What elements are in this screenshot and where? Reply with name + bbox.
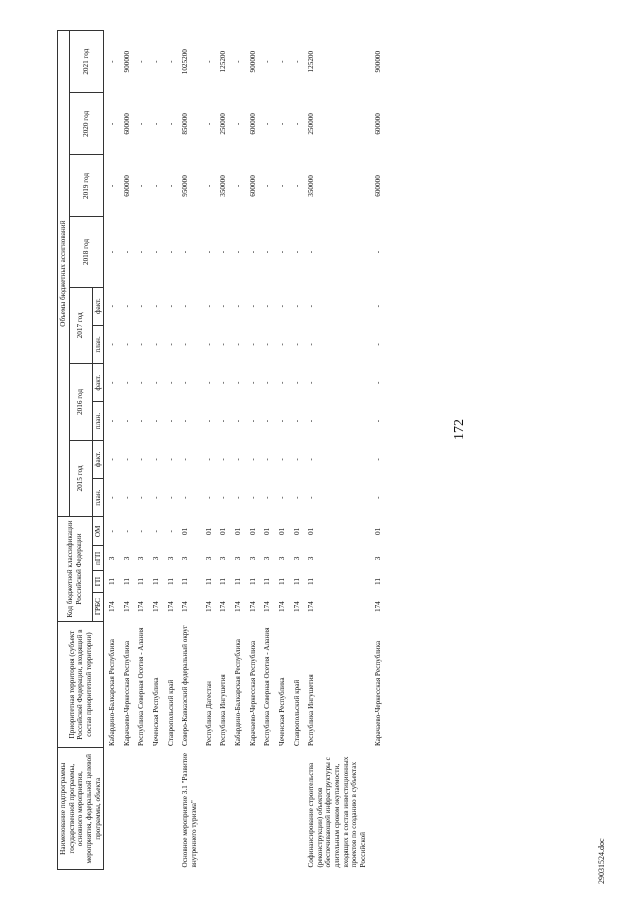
cell-gp: 11	[233, 578, 242, 585]
cell-y20: -	[233, 122, 242, 126]
cell-grbs: 174	[373, 601, 382, 613]
cell-pgp: 3	[373, 556, 382, 561]
cell-grbs: 174	[152, 601, 161, 613]
cell-gp: 11	[373, 578, 382, 585]
cell-y19: -	[204, 184, 213, 188]
cell-territory: Республика Дагестан	[204, 681, 213, 746]
cell-f15: -	[373, 458, 382, 461]
table-row	[163, 31, 178, 870]
header-grbs: ГРБС	[92, 592, 104, 621]
cell-f17: -	[137, 304, 146, 308]
cell-name: Софинансирование строительства (реконструкции) объектов обеспечивающей инфраструктуры с длительным сроком окупаемости, входящих в состав инвестиционных проектов по созданию в субъектах Российской	[307, 756, 368, 868]
cell-p15: -	[122, 496, 131, 499]
cell-p15: -	[181, 496, 190, 499]
cell-gp: 11	[307, 578, 316, 585]
cell-f15: -	[181, 458, 190, 461]
cell-y18: -	[137, 250, 146, 254]
cell-f16: -	[233, 381, 242, 384]
cell-f15: -	[248, 458, 257, 461]
cell-p16: -	[204, 419, 213, 423]
cell-p16: -	[219, 419, 228, 423]
table-row	[303, 31, 369, 870]
cell-gp: 11	[219, 578, 228, 585]
cell-f17: -	[152, 304, 161, 308]
cell-name	[259, 748, 274, 870]
cell-y20: -	[166, 122, 175, 126]
cell-p15: -	[263, 496, 272, 499]
table-row	[215, 31, 230, 870]
cell-y18: -	[122, 250, 131, 254]
cell-y18: -	[219, 250, 228, 254]
cell-pgp: 3	[248, 556, 257, 561]
header-plan-2015: план.	[92, 479, 104, 517]
cell-y21: -	[108, 60, 117, 63]
cell-y21: -	[263, 60, 272, 63]
cell-f15: -	[263, 458, 272, 461]
cell-f16: -	[292, 381, 301, 384]
cell-y21: 900000	[248, 50, 257, 73]
cell-y18: -	[307, 250, 316, 254]
cell-p17: -	[233, 343, 242, 346]
table-row	[104, 31, 119, 870]
table-body	[104, 31, 389, 870]
cell-pgp: 3	[263, 556, 272, 561]
cell-p17: -	[307, 343, 316, 346]
header-plan-2016: план.	[92, 402, 104, 440]
cell-om: -	[152, 530, 161, 533]
cell-territory: Карачаево-Черкесская Республика	[248, 640, 257, 746]
cell-p15: -	[108, 496, 117, 499]
cell-p17: -	[108, 343, 117, 346]
cell-p16: -	[248, 419, 257, 423]
cell-pgp: 3	[166, 556, 175, 561]
cell-p17: -	[219, 343, 228, 346]
cell-y19: 600000	[122, 175, 131, 197]
cell-f16: -	[277, 381, 286, 384]
cell-y18: -	[292, 250, 301, 254]
cell-p15: -	[219, 496, 228, 499]
cell-f16: -	[152, 381, 161, 384]
page-number: 172	[452, 419, 467, 440]
cell-y19: 350000	[219, 175, 228, 197]
cell-y20: 600000	[122, 113, 131, 135]
header-name: Наименование подпрограммы государственной программы, основного мероприятия, мероприятия, федеральной целевой программы, объекта	[58, 748, 104, 870]
table-row	[274, 31, 289, 870]
header-year-2015: 2015 год	[69, 440, 92, 517]
header-year-2020: 2020 год	[69, 93, 104, 155]
header-gp: ГП	[92, 571, 104, 592]
header-year-2016: 2016 год	[69, 364, 92, 441]
cell-om: 01	[233, 527, 242, 535]
cell-territory: Чеченская Республика	[152, 677, 161, 746]
header-plan-2017: план.	[92, 325, 104, 363]
cell-f16: -	[137, 381, 146, 384]
cell-f16: -	[307, 381, 316, 384]
cell-pgp: 3	[233, 556, 242, 561]
cell-pgp: 3	[108, 556, 117, 561]
cell-p15: -	[204, 496, 213, 499]
cell-p17: -	[292, 343, 301, 346]
cell-y21: -	[137, 60, 146, 63]
cell-om: -	[108, 530, 117, 533]
cell-y18: -	[108, 250, 117, 254]
cell-gp: 11	[263, 578, 272, 585]
cell-gp: 11	[122, 578, 131, 585]
cell-p17: -	[204, 343, 213, 346]
cell-y20: 250000	[219, 113, 228, 135]
header-territory: Приоритетная территория (субъект Российской Федерации, входящий в состав приоритетной территории)	[58, 621, 104, 748]
cell-gp: 11	[277, 578, 286, 585]
cell-p17: -	[137, 343, 146, 346]
cell-f16: -	[181, 381, 190, 384]
cell-grbs: 174	[263, 601, 272, 613]
header-fact-2016: факт.	[92, 364, 104, 402]
cell-y19: -	[166, 184, 175, 188]
cell-f16: -	[166, 381, 175, 384]
cell-gp: 11	[108, 578, 117, 585]
cell-y20: -	[277, 122, 286, 126]
cell-p17: -	[263, 343, 272, 346]
header-fact-2017: факт.	[92, 287, 104, 325]
cell-y21: 125200	[307, 50, 316, 73]
cell-om: 01	[307, 527, 316, 535]
cell-grbs: 174	[181, 601, 190, 613]
cell-f17: -	[373, 304, 382, 308]
cell-grbs: 174	[122, 601, 131, 613]
cell-grbs: 174	[292, 601, 301, 613]
cell-f17: -	[263, 304, 272, 308]
cell-om: 01	[292, 527, 301, 535]
header-code-group: Код бюджетной классификации Российской Федерации	[58, 517, 93, 621]
cell-f15: -	[122, 458, 131, 461]
cell-y18: -	[233, 250, 242, 254]
cell-y18: -	[373, 250, 382, 254]
cell-y21: 900000	[122, 50, 131, 73]
cell-grbs: 174	[248, 601, 257, 613]
cell-f17: -	[108, 304, 117, 308]
cell-f17: -	[166, 304, 175, 308]
cell-y21: -	[277, 60, 286, 63]
cell-p15: -	[292, 496, 301, 499]
cell-y20: -	[292, 122, 301, 126]
cell-territory: Карачаево-Черкесская Республика	[122, 640, 131, 746]
cell-y20: -	[137, 122, 146, 126]
cell-f17: -	[277, 304, 286, 308]
cell-y20: 850000	[181, 113, 190, 135]
cell-grbs: 174	[307, 601, 316, 613]
table-row	[177, 31, 200, 870]
cell-om: 01	[263, 527, 272, 535]
cell-territory: Республика Ингушетия	[219, 674, 228, 746]
cell-om: 01	[204, 527, 213, 535]
header-year-2018: 2018 год	[69, 217, 104, 287]
cell-name	[163, 748, 178, 870]
cell-p16: -	[373, 419, 382, 423]
cell-territory: Карачаево-Черкесская Республика	[373, 640, 382, 746]
cell-y19: -	[277, 184, 286, 188]
cell-p15: -	[373, 496, 382, 499]
cell-f15: -	[166, 458, 175, 461]
cell-om: 01	[248, 527, 257, 535]
budget-table	[57, 30, 388, 870]
cell-f16: -	[204, 381, 213, 384]
cell-om: 01	[373, 527, 382, 535]
cell-p17: -	[373, 343, 382, 346]
cell-pgp: 3	[277, 556, 286, 561]
cell-p15: -	[137, 496, 146, 499]
cell-p16: -	[307, 419, 316, 423]
header-fact-2015: факт.	[92, 440, 104, 478]
cell-y19: 600000	[248, 175, 257, 197]
cell-f15: -	[204, 458, 213, 461]
cell-territory: Республика Северная Осетия - Алания	[137, 627, 146, 746]
header-volumes: Объемы бюджетных ассигнований	[58, 31, 70, 517]
cell-p16: -	[137, 419, 146, 423]
cell-name	[245, 748, 260, 870]
cell-grbs: 174	[166, 601, 175, 613]
cell-gp: 11	[137, 578, 146, 585]
cell-f17: -	[248, 304, 257, 308]
table-row	[148, 31, 163, 870]
cell-gp: 11	[166, 578, 175, 585]
table-row	[133, 31, 148, 870]
cell-p15: -	[233, 496, 242, 499]
table-row	[289, 31, 304, 870]
cell-gp: 11	[292, 578, 301, 585]
table-header	[58, 31, 104, 870]
cell-grbs: 174	[277, 601, 286, 613]
cell-om: -	[122, 530, 131, 533]
cell-y20: -	[108, 122, 117, 126]
cell-f17: -	[181, 304, 190, 308]
cell-y19: 600000	[373, 175, 382, 197]
cell-y18: -	[277, 250, 286, 254]
header-year-2019: 2019 год	[69, 155, 104, 217]
cell-f17: -	[233, 304, 242, 308]
table-row	[245, 31, 260, 870]
cell-om: 01	[277, 527, 286, 535]
cell-name	[148, 748, 163, 870]
cell-name	[104, 748, 119, 870]
cell-y21: 900000	[373, 50, 382, 73]
cell-f15: -	[219, 458, 228, 461]
cell-p16: -	[277, 419, 286, 423]
cell-y21: -	[152, 60, 161, 63]
cell-f15: -	[277, 458, 286, 461]
cell-y20: 600000	[373, 113, 382, 135]
cell-p15: -	[152, 496, 161, 499]
cell-territory: Кабардино-Балкарская Республика	[108, 639, 117, 746]
cell-p17: -	[152, 343, 161, 346]
cell-name	[274, 748, 289, 870]
cell-name	[119, 748, 134, 870]
cell-pgp: 3	[204, 556, 213, 561]
budget-table-container	[57, 30, 587, 870]
header-pgp: пГП	[92, 546, 104, 571]
cell-y18: -	[204, 250, 213, 254]
cell-territory: Ставропольский край	[292, 679, 301, 746]
cell-gp: 11	[248, 578, 257, 585]
cell-pgp: 3	[152, 556, 161, 561]
header-year-2017: 2017 год	[69, 287, 92, 364]
cell-p16: -	[166, 419, 175, 423]
cell-y19: -	[263, 184, 272, 188]
cell-y21: 1025200	[181, 49, 190, 75]
cell-name	[370, 748, 389, 870]
cell-f16: -	[219, 381, 228, 384]
cell-y21: 125200	[219, 50, 228, 73]
cell-name	[230, 748, 245, 870]
cell-f16: -	[373, 381, 382, 384]
cell-p17: -	[181, 343, 190, 346]
cell-gp: 11	[152, 578, 161, 585]
cell-y20: 250000	[307, 113, 316, 135]
cell-pgp: 3	[122, 556, 131, 561]
header-om: ОМ	[92, 517, 104, 546]
cell-y21: -	[166, 60, 175, 63]
cell-territory: Северо-Кавказский федеральный округ	[181, 625, 190, 746]
cell-om: -	[166, 530, 175, 533]
cell-p17: -	[122, 343, 131, 346]
cell-f15: -	[292, 458, 301, 461]
cell-f17: -	[307, 304, 316, 308]
table-row	[370, 31, 389, 870]
cell-f17: -	[204, 304, 213, 308]
cell-y19: -	[152, 184, 161, 188]
cell-grbs: 174	[219, 601, 228, 613]
cell-y19: -	[137, 184, 146, 188]
table-row	[259, 31, 274, 870]
cell-p16: -	[292, 419, 301, 423]
cell-y18: -	[181, 250, 190, 254]
cell-pgp: 3	[181, 556, 190, 561]
cell-y20: -	[204, 122, 213, 126]
cell-p16: -	[152, 419, 161, 423]
cell-y20: -	[152, 122, 161, 126]
cell-om: 01	[181, 527, 190, 535]
cell-y18: -	[248, 250, 257, 254]
table-row	[119, 31, 134, 870]
cell-territory: Чеченская Республика	[277, 677, 286, 746]
cell-pgp: 3	[307, 556, 316, 561]
cell-name: Основное мероприятие 3.1 "Развитие внутреннего туризма"	[181, 753, 199, 868]
cell-territory: Кабардино-Балкарская Республика	[233, 639, 242, 746]
cell-f15: -	[108, 458, 117, 461]
cell-y19: -	[233, 184, 242, 188]
cell-y20: -	[263, 122, 272, 126]
table-row	[230, 31, 245, 870]
cell-f15: -	[233, 458, 242, 461]
cell-pgp: 3	[292, 556, 301, 561]
cell-om: -	[137, 530, 146, 533]
cell-f15: -	[152, 458, 161, 461]
cell-gp: 11	[204, 578, 213, 585]
cell-pgp: 3	[219, 556, 228, 561]
cell-y18: -	[152, 250, 161, 254]
cell-p17: -	[166, 343, 175, 346]
cell-y21: -	[233, 60, 242, 63]
cell-p17: -	[248, 343, 257, 346]
cell-grbs: 174	[137, 601, 146, 613]
cell-name	[289, 748, 304, 870]
cell-name	[201, 748, 216, 870]
cell-p17: -	[277, 343, 286, 346]
cell-y18: -	[263, 250, 272, 254]
cell-territory: Республика Ингушетия	[307, 674, 316, 746]
cell-name	[215, 748, 230, 870]
cell-f16: -	[122, 381, 131, 384]
cell-f16: -	[248, 381, 257, 384]
cell-grbs: 174	[108, 601, 117, 613]
cell-f15: -	[307, 458, 316, 461]
cell-om: 01	[219, 527, 228, 535]
cell-pgp: 3	[137, 556, 146, 561]
cell-p15: -	[166, 496, 175, 499]
cell-y19: 350000	[307, 175, 316, 197]
cell-p15: -	[307, 496, 316, 499]
cell-p16: -	[122, 419, 131, 423]
cell-name	[133, 748, 148, 870]
cell-p15: -	[248, 496, 257, 499]
cell-grbs: 174	[204, 601, 213, 613]
cell-y20: 600000	[248, 113, 257, 135]
table-row	[201, 31, 216, 870]
cell-p16: -	[263, 419, 272, 423]
cell-p15: -	[277, 496, 286, 499]
cell-y19: -	[108, 184, 117, 188]
cell-y21: -	[204, 60, 213, 63]
cell-f16: -	[108, 381, 117, 384]
cell-f17: -	[122, 304, 131, 308]
cell-f15: -	[137, 458, 146, 461]
cell-y19: -	[292, 184, 301, 188]
cell-p16: -	[108, 419, 117, 423]
cell-f16: -	[263, 381, 272, 384]
cell-f17: -	[219, 304, 228, 308]
cell-y18: -	[166, 250, 175, 254]
cell-territory: Республика Северная Осетия - Алания	[263, 627, 272, 746]
cell-p16: -	[233, 419, 242, 423]
cell-territory: Ставропольский край	[166, 679, 175, 746]
footer-filename: 29031524.doc	[597, 838, 606, 884]
cell-gp: 11	[181, 578, 190, 585]
header-year-2021: 2021 год	[69, 31, 104, 93]
cell-y21: -	[292, 60, 301, 63]
cell-f17: -	[292, 304, 301, 308]
cell-grbs: 174	[233, 601, 242, 613]
cell-p16: -	[181, 419, 190, 423]
cell-y19: 950000	[181, 175, 190, 197]
